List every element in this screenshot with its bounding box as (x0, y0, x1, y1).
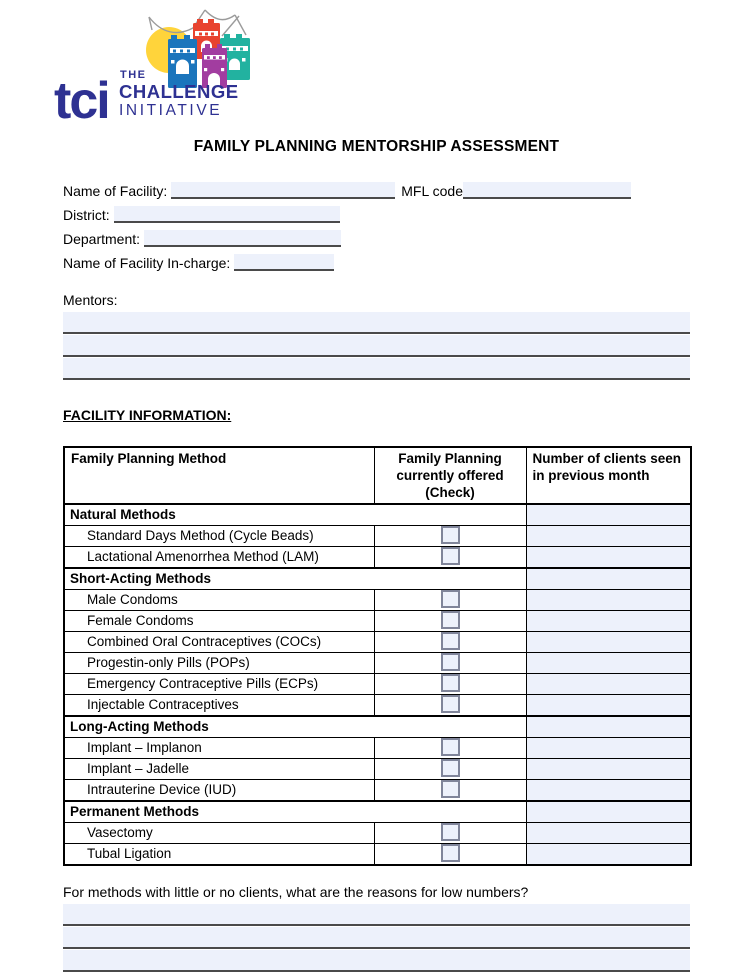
offered-cell (374, 590, 526, 611)
reason-line-3[interactable] (63, 950, 690, 972)
header-clients: Number of clients seen in previous month (526, 447, 691, 504)
method-row (64, 844, 691, 866)
table-header-row (64, 447, 691, 504)
department-field[interactable] (144, 230, 341, 247)
method-row (64, 653, 691, 674)
clients-count-cell[interactable] (526, 611, 691, 632)
district-field[interactable] (114, 206, 340, 223)
method-name-cell: Implant – Jadelle (64, 759, 374, 780)
mentors-line-2[interactable] (63, 335, 690, 357)
method-name-cell: Emergency Contraceptive Pills (ECPs) (64, 674, 374, 695)
mentors-line-3[interactable] (63, 358, 690, 380)
department-label: Department: (63, 231, 141, 247)
reason-line-2[interactable] (63, 927, 690, 949)
mentors-lines (63, 312, 690, 380)
section-row (64, 504, 691, 526)
offered-checkbox[interactable] (441, 695, 460, 713)
offered-checkbox[interactable] (441, 632, 460, 650)
offered-checkbox[interactable] (441, 590, 460, 608)
facility-row (63, 182, 690, 206)
offered-checkbox[interactable] (441, 780, 460, 798)
header-offered: Family Planning currently offered (Check) (374, 447, 526, 504)
logo-word-initiative: INITIATIVE (119, 102, 223, 119)
method-name-cell: Tubal Ligation (64, 844, 374, 866)
method-row (64, 526, 691, 547)
mentors-label: Mentors: (63, 292, 118, 308)
section-name-cell: Natural Methods (64, 504, 526, 526)
offered-checkbox[interactable] (441, 844, 460, 862)
reason-line-1[interactable] (63, 904, 690, 926)
offered-cell (374, 844, 526, 866)
fp-methods-table (63, 446, 692, 866)
method-name-cell: Male Condoms (64, 590, 374, 611)
offered-cell (374, 547, 526, 569)
method-name-cell: Standard Days Method (Cycle Beads) (64, 526, 374, 547)
section-row (64, 568, 691, 590)
offered-cell (374, 695, 526, 717)
incharge-field[interactable] (234, 254, 334, 271)
offered-checkbox[interactable] (441, 547, 460, 565)
tci-logo-graphic (52, 8, 267, 130)
facility-information-heading: FACILITY INFORMATION: (63, 407, 232, 423)
clients-count-cell[interactable] (526, 653, 691, 674)
method-name-cell: Injectable Contraceptives (64, 695, 374, 717)
clients-count-cell[interactable] (526, 632, 691, 653)
buildings-illustration (168, 19, 250, 88)
method-name-cell: Intrauterine Device (IUD) (64, 780, 374, 802)
section-name-cell: Short-Acting Methods (64, 568, 526, 590)
mentors-line-1[interactable] (63, 312, 690, 334)
method-row (64, 590, 691, 611)
method-name-cell: Female Condoms (64, 611, 374, 632)
clients-count-cell[interactable] (526, 695, 691, 717)
district-label: District: (63, 207, 110, 223)
method-name-cell: Lactational Amenorrhea Method (LAM) (64, 547, 374, 569)
method-row (64, 738, 691, 759)
clients-count-cell[interactable] (526, 801, 691, 823)
section-row (64, 716, 691, 738)
section-row (64, 801, 691, 823)
tci-logo (52, 8, 267, 130)
mfl-code-field[interactable] (463, 182, 631, 199)
clients-count-cell[interactable] (526, 738, 691, 759)
offered-checkbox[interactable] (441, 674, 460, 692)
clients-count-cell[interactable] (526, 759, 691, 780)
method-row (64, 780, 691, 802)
incharge-label: Name of Facility In-charge: (63, 255, 231, 271)
incharge-row (63, 254, 690, 278)
offered-cell (374, 674, 526, 695)
offered-cell (374, 823, 526, 844)
clients-count-cell[interactable] (526, 590, 691, 611)
logo-acronym: tci (54, 72, 109, 130)
facility-name-field[interactable] (171, 182, 395, 199)
low-numbers-question: For methods with little or no clients, what are the reasons for low numbers? (63, 884, 529, 900)
method-name-cell: Implant – Implanon (64, 738, 374, 759)
district-row (63, 206, 690, 230)
header-fields (63, 182, 690, 278)
department-row (63, 230, 690, 254)
offered-cell (374, 759, 526, 780)
logo-word-challenge: CHALLENGE (119, 81, 239, 102)
offered-checkbox[interactable] (441, 823, 460, 841)
clients-count-cell[interactable] (526, 780, 691, 802)
clients-count-cell[interactable] (526, 504, 691, 526)
section-name-cell: Permanent Methods (64, 801, 526, 823)
facility-name-label: Name of Facility: (63, 183, 168, 199)
clients-count-cell[interactable] (526, 823, 691, 844)
clients-count-cell[interactable] (526, 568, 691, 590)
offered-cell (374, 653, 526, 674)
logo-word-the: THE (120, 69, 147, 81)
method-row (64, 547, 691, 569)
header-method: Family Planning Method (64, 447, 374, 504)
offered-checkbox[interactable] (441, 653, 460, 671)
method-row (64, 674, 691, 695)
method-row (64, 823, 691, 844)
clients-count-cell[interactable] (526, 526, 691, 547)
method-name-cell: Progestin-only Pills (POPs) (64, 653, 374, 674)
method-name-cell: Vasectomy (64, 823, 374, 844)
offered-checkbox[interactable] (441, 759, 460, 777)
method-row (64, 759, 691, 780)
method-row (64, 632, 691, 653)
section-name-cell: Long-Acting Methods (64, 716, 526, 738)
offered-cell (374, 632, 526, 653)
clients-count-cell[interactable] (526, 716, 691, 738)
offered-cell (374, 526, 526, 547)
clients-count-cell[interactable] (526, 674, 691, 695)
clients-count-cell[interactable] (526, 547, 691, 569)
page-title: FAMILY PLANNING MENTORSHIP ASSESSMENT (193, 138, 560, 155)
offered-cell (374, 780, 526, 802)
form-content (63, 138, 690, 972)
method-name-cell: Combined Oral Contraceptives (COCs) (64, 632, 374, 653)
mfl-code-label: MFL code (401, 183, 463, 199)
clients-count-cell[interactable] (526, 844, 691, 866)
offered-checkbox[interactable] (441, 738, 460, 756)
offered-cell (374, 738, 526, 759)
offered-cell (374, 611, 526, 632)
method-row (64, 611, 691, 632)
method-row (64, 695, 691, 717)
offered-checkbox[interactable] (441, 611, 460, 629)
offered-checkbox[interactable] (441, 526, 460, 544)
reason-lines (63, 904, 690, 972)
